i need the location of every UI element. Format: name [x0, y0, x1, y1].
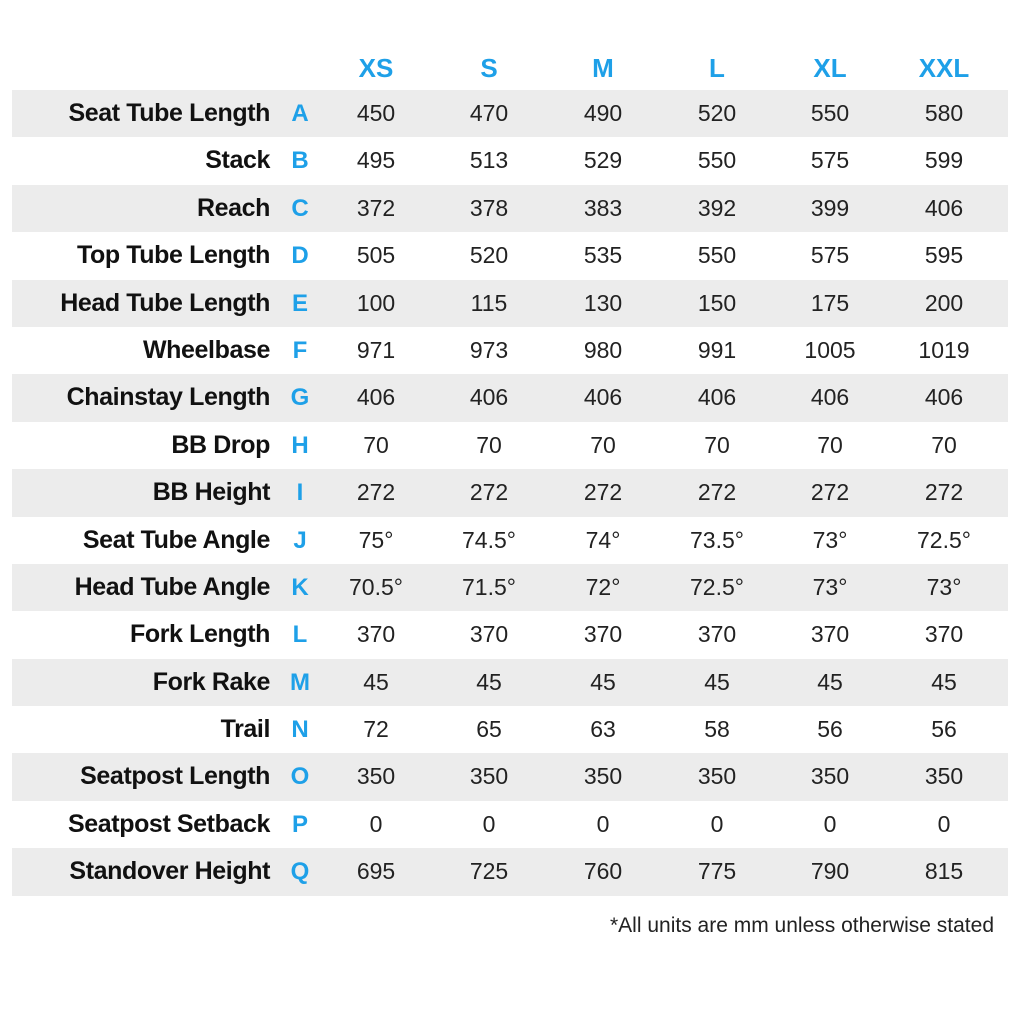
row-letter: H: [291, 431, 309, 459]
table-cell-l: 45: [704, 668, 730, 695]
table-cell-m: 980: [583, 336, 623, 363]
table-cell-xl: 350: [810, 763, 850, 790]
row-letter: B: [291, 147, 309, 175]
table-cell-s: 350: [469, 763, 509, 790]
table-cell-m: 0: [596, 810, 610, 837]
table-row: [12, 232, 1008, 279]
table-cell-m: 74°: [585, 526, 621, 553]
table-cell-xl: 70: [817, 431, 843, 458]
row-letter: C: [291, 194, 309, 222]
row-label: BB Height: [152, 478, 270, 507]
size-header-xs: XS: [358, 53, 394, 83]
row-label: Seat Tube Angle: [82, 525, 270, 554]
row-letter: P: [291, 810, 308, 838]
row-letter: G: [290, 384, 310, 412]
table-row: [12, 280, 1008, 327]
table-row: [12, 564, 1008, 611]
table-cell-xs: 100: [356, 289, 396, 316]
table-cell-l: 520: [697, 100, 737, 126]
table-cell-xl: 73°: [812, 573, 848, 600]
table-cell-xs: 72: [363, 716, 389, 743]
table-cell-l: 350: [697, 763, 737, 790]
table-cell-l: 272: [697, 479, 737, 506]
table-cell-s: 470: [469, 100, 509, 126]
table-cell-s: 725: [469, 858, 509, 885]
row-label: Seat Tube Length: [68, 99, 270, 127]
row-letter: N: [291, 716, 309, 744]
table-cell-l: 70: [704, 431, 730, 458]
table-cell-m: 72°: [585, 573, 621, 600]
table-cell-s: 70: [476, 431, 502, 458]
table-cell-xl: 790: [810, 858, 850, 885]
row-label: Top Tube Length: [76, 241, 270, 270]
table-cell-m: 383: [583, 194, 623, 221]
table-cell-s: 74.5°: [462, 526, 516, 553]
table-cell-s: 370: [469, 621, 509, 648]
table-cell-xl: 399: [810, 194, 850, 221]
size-header-xxl: XXL: [918, 53, 970, 83]
row-letter: J: [293, 526, 307, 554]
row-label: Fork Length: [129, 620, 270, 649]
table-cell-xxl: 70: [931, 431, 957, 458]
row-label: Seatpost Setback: [67, 809, 270, 838]
table-cell-s: 513: [469, 147, 509, 174]
table-cell-l: 370: [697, 621, 737, 648]
table-cell-xxl: 0: [937, 810, 951, 837]
table-cell-xs: 695: [356, 858, 396, 885]
row-letter: F: [292, 336, 308, 364]
row-label: Head Tube Length: [60, 288, 270, 317]
table-cell-xxl: 350: [924, 763, 964, 790]
table-cell-xs: 505: [356, 242, 396, 269]
table-cell-xxl: 370: [924, 621, 964, 648]
size-header-row: [0, 48, 1024, 88]
table-row: [12, 801, 1008, 848]
table-cell-xs: 272: [356, 479, 396, 506]
table-cell-xs: 406: [356, 384, 396, 411]
table-cell-l: 392: [697, 194, 737, 221]
table-cell-m: 63: [590, 716, 616, 743]
table-cell-xs: 370: [356, 621, 396, 648]
table-cell-xxl: 56: [931, 716, 957, 743]
table-row: [12, 848, 1008, 895]
table-cell-m: 406: [583, 384, 623, 411]
row-letter: O: [290, 763, 310, 791]
table-cell-s: 0: [482, 810, 496, 837]
table-row: [12, 611, 1008, 658]
table-cell-s: 406: [469, 384, 509, 411]
table-cell-xl: 575: [810, 147, 850, 174]
table-row: [12, 753, 1008, 800]
table-cell-s: 65: [476, 716, 502, 743]
row-letter: E: [291, 289, 308, 317]
table-cell-xs: 372: [356, 194, 396, 221]
row-letter: K: [291, 573, 309, 601]
table-cell-xl: 0: [823, 810, 837, 837]
row-label: Standover Height: [69, 857, 270, 886]
row-label: Stack: [205, 146, 270, 175]
size-header-m: M: [592, 53, 614, 83]
row-letter: L: [292, 621, 308, 649]
row-label: Chainstay Length: [66, 383, 270, 412]
table-cell-xxl: 406: [924, 384, 964, 411]
table-cell-l: 550: [697, 147, 737, 174]
row-letter: I: [296, 479, 304, 507]
table-row: [12, 90, 1008, 137]
size-header-xl: XL: [813, 53, 847, 83]
table-cell-xxl: 73°: [926, 573, 962, 600]
table-cell-xl: 272: [810, 479, 850, 506]
row-letter: M: [290, 668, 310, 696]
table-cell-xxl: 200: [924, 289, 964, 316]
table-cell-xl: 550: [810, 100, 850, 126]
table-cell-m: 490: [583, 100, 623, 126]
table-cell-xxl: 580: [924, 100, 964, 126]
table-cell-l: 775: [697, 858, 737, 885]
table-cell-xs: 75°: [358, 526, 394, 553]
table-cell-xxl: 45: [931, 668, 957, 695]
table-row: [12, 517, 1008, 564]
table-cell-xs: 450: [356, 100, 396, 126]
table-cell-xxl: 815: [924, 858, 964, 885]
table-cell-s: 520: [469, 242, 509, 269]
table-cell-xxl: 1019: [918, 336, 970, 363]
table-row: [12, 137, 1008, 184]
units-footnote: *All units are mm unless otherwise stated: [610, 914, 994, 937]
table-cell-xxl: 595: [924, 242, 964, 269]
row-label: Seatpost Length: [80, 762, 270, 791]
table-row: [12, 659, 1008, 706]
row-letter: Q: [290, 858, 310, 886]
table-cell-m: 70: [590, 431, 616, 458]
row-label: Wheelbase: [142, 335, 270, 364]
table-cell-l: 73.5°: [690, 526, 744, 553]
table-cell-m: 272: [583, 479, 623, 506]
table-cell-xs: 0: [369, 810, 383, 837]
table-cell-l: 150: [697, 289, 737, 316]
table-cell-l: 991: [697, 336, 737, 363]
table-cell-xl: 370: [810, 621, 850, 648]
row-label: Trail: [220, 715, 270, 744]
table-cell-xl: 406: [810, 384, 850, 411]
table-cell-l: 0: [710, 810, 724, 837]
size-header-s: S: [480, 53, 498, 83]
table-cell-m: 760: [583, 858, 623, 885]
table-cell-xs: 350: [356, 763, 396, 790]
table-cell-m: 535: [583, 242, 623, 269]
size-header-l: L: [709, 53, 725, 83]
table-cell-xs: 70: [363, 431, 389, 458]
row-label: Reach: [196, 193, 270, 222]
geometry-table: [12, 90, 1008, 896]
table-cell-s: 45: [476, 668, 502, 695]
table-cell-m: 45: [590, 668, 616, 695]
table-row: [12, 422, 1008, 469]
table-cell-xs: 45: [363, 668, 389, 695]
table-cell-xs: 971: [356, 336, 396, 363]
table-cell-xxl: 599: [924, 147, 964, 174]
table-cell-m: 370: [583, 621, 623, 648]
table-cell-l: 550: [697, 242, 737, 269]
table-cell-s: 378: [469, 194, 509, 221]
table-row: [12, 327, 1008, 374]
table-cell-s: 973: [469, 336, 509, 363]
table-cell-xs: 495: [356, 147, 396, 174]
table-cell-xl: 175: [810, 289, 850, 316]
table-cell-s: 71.5°: [462, 573, 516, 600]
table-cell-m: 130: [583, 289, 623, 316]
table-cell-xxl: 272: [924, 479, 964, 506]
table-row: [12, 374, 1008, 421]
table-cell-s: 115: [470, 289, 508, 316]
table-cell-l: 72.5°: [690, 573, 744, 600]
table-cell-l: 406: [697, 384, 737, 411]
table-cell-l: 58: [704, 716, 730, 743]
table-cell-m: 529: [583, 147, 623, 174]
table-cell-s: 272: [469, 479, 509, 506]
table-cell-m: 350: [583, 763, 623, 790]
table-cell-xxl: 72.5°: [917, 526, 971, 553]
row-label: Head Tube Angle: [74, 572, 270, 601]
table-cell-xl: 1005: [804, 336, 856, 363]
table-cell-xl: 45: [817, 668, 843, 695]
table-cell-xl: 575: [810, 242, 850, 269]
table-cell-xl: 56: [817, 716, 843, 743]
row-letter: A: [291, 100, 309, 127]
table-row: [12, 706, 1008, 753]
row-label: BB Drop: [171, 430, 270, 459]
table-row: [12, 185, 1008, 232]
table-cell-xl: 73°: [812, 526, 848, 553]
table-cell-xs: 70.5°: [349, 573, 403, 600]
row-label: Fork Rake: [152, 667, 270, 696]
table-row: [12, 469, 1008, 516]
row-letter: D: [291, 242, 309, 270]
table-cell-xxl: 406: [924, 194, 964, 221]
